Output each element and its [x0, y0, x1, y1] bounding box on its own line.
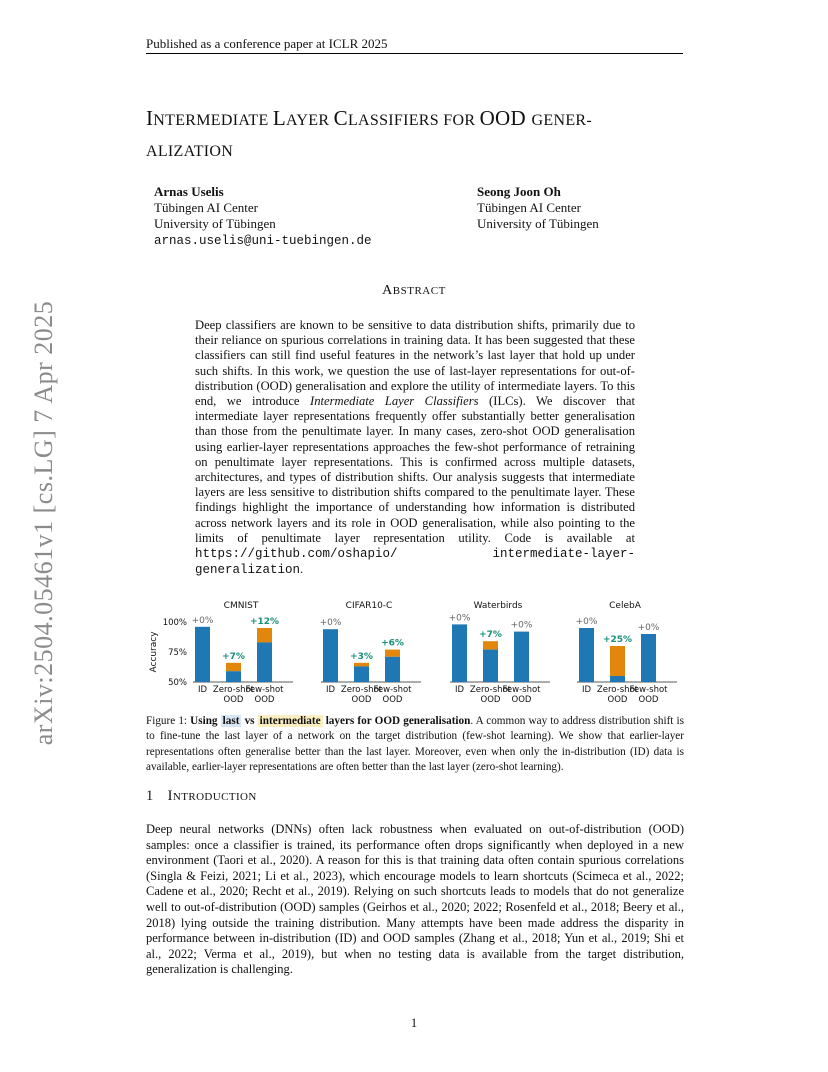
- x-tick-label: OOD: [638, 695, 659, 705]
- abstract-text: [195, 318, 635, 578]
- title-w4: OOD: [479, 106, 532, 130]
- author-1: [154, 184, 372, 249]
- bar-last: [226, 671, 241, 682]
- bar-last: [323, 629, 338, 682]
- bar-intermediate: [257, 628, 272, 642]
- title-w3-rest: LASSIFIERS FOR: [347, 112, 480, 129]
- panel-title: CIFAR10-C: [345, 601, 393, 611]
- abstract-heading-rest: BSTRACT: [392, 285, 446, 297]
- bar-intermediate: [610, 646, 625, 676]
- x-tick-label: Zero-shot: [596, 685, 639, 695]
- intro-paragraph: Deep neural networks (DNNs) often lack robustness when evaluated on out-of-distribution (OOD) samples: once a classifier is trained, its performance often drops significantly when deployed in a new environment (Taori et al., 2020). A reason for this is that training data often contain spurious correlations (Singla & Feizi, 2021; Li et al., 2023), which encourage models to learn shortcuts (Scimeca et al., 2022; Cadene et al., 2020; Recht et al., 2019). Relying on such shortcuts leads to models that do not generalize well to out-of-distribution (OOD) samples (Geirhos et al., 2020; 2022; Rosenfeld et al., 2018; Beery et al., 2018) lying outside the training distribution. Many attempts have been made address the disparity in performance between in-distribution (ID) and OOD samples (Zhang et al., 2018; Yun et al., 2019; Shi et al., 2022; Verma et al., 2019), but when no testing data is available from the target distribution, generalization is challenging.: [146, 822, 684, 977]
- y-tick-label: 50%: [168, 678, 187, 688]
- x-tick-label: Few-shot: [245, 685, 284, 695]
- caption-bold-2: layers for OOD generalisation: [322, 715, 471, 727]
- bar-last: [579, 628, 594, 682]
- bar-last: [514, 632, 529, 682]
- x-tick-label: Few-shot: [629, 685, 668, 695]
- section-rest: NTRODUCTION: [172, 791, 257, 803]
- bar-last: [452, 624, 467, 682]
- author-1-name: Arnas Uselis: [154, 184, 224, 199]
- header-rule: [146, 53, 683, 54]
- author-1-affil2: University of Tübingen: [154, 216, 276, 231]
- abstract-heading: [0, 283, 828, 299]
- panel-title: CelebA: [609, 601, 641, 611]
- x-tick-label: OOD: [480, 695, 501, 705]
- title-l1: I: [146, 106, 154, 130]
- author-2-name: Seong Joon Oh: [477, 184, 561, 199]
- author-2: [477, 184, 599, 232]
- caption-intermediate: intermediate: [259, 715, 321, 727]
- code-url-1[interactable]: https://github.com/oshapio/: [195, 547, 398, 562]
- figure-caption: [146, 714, 684, 776]
- title-w5: GENER-: [531, 112, 593, 129]
- bar-intermediate: [226, 663, 241, 671]
- x-tick-label: Few-shot: [373, 685, 412, 695]
- improvement-label: +0%: [637, 623, 660, 633]
- abstract-heading-first: A: [382, 283, 393, 298]
- improvement-label: +0%: [448, 613, 471, 624]
- improvement-label: +7%: [222, 651, 245, 662]
- title-line2: ALIZATION: [146, 143, 234, 160]
- x-tick-label: OOD: [254, 695, 275, 705]
- x-tick-label: ID: [454, 685, 465, 695]
- caption-bold-1: Using: [190, 715, 221, 727]
- code-url-2[interactable]: intermediate-layer-generalization: [195, 547, 635, 578]
- x-tick-label: Zero-shot: [469, 685, 512, 695]
- bar-last: [610, 676, 625, 682]
- x-tick-label: OOD: [351, 695, 372, 705]
- page-number: 1: [410, 1016, 418, 1030]
- figure-1-chart: [145, 595, 690, 707]
- title-w2-rest: AYER: [286, 112, 334, 129]
- x-tick-label: ID: [581, 685, 592, 695]
- bar-intermediate: [354, 663, 369, 667]
- improvement-label: +0%: [319, 618, 342, 629]
- caption-vs: vs: [241, 715, 258, 727]
- caption-fig: Figure 1:: [146, 715, 191, 727]
- bar-last: [641, 634, 656, 682]
- bar-last: [385, 657, 400, 682]
- x-tick-label: ID: [197, 685, 208, 695]
- panel-title: CMNIST: [223, 601, 259, 611]
- paper-title: [146, 104, 706, 166]
- caption-rest: . A common way to address distribution shift is to fine-tune the last layer of a network on the target distribution (few-shot learning). We show that earlier-layer representations often generalise better than the last layer. Moreover, even when only the in-distribution (ID) data is available, earlier-layer representations are often better than the last layer (zero-shot learning).: [146, 715, 684, 774]
- improvement-label: +0%: [575, 617, 598, 627]
- improvement-label: +7%: [479, 630, 502, 641]
- abstract-end: .: [300, 562, 304, 577]
- bar-intermediate: [385, 650, 400, 657]
- author-2-affil1: Tübingen AI Center: [477, 200, 581, 215]
- bar-last: [257, 642, 272, 682]
- bar-intermediate: [483, 641, 498, 649]
- x-tick-label: OOD: [223, 695, 244, 705]
- section-heading: [146, 788, 257, 805]
- improvement-label: +3%: [350, 651, 373, 662]
- caption-last: last: [222, 715, 240, 727]
- improvement-label: +6%: [381, 638, 404, 649]
- abstract-ilc: Intermediate Layer Classifiers: [310, 394, 479, 409]
- abstract-p2: (ILCs). We discover that intermediate layer representations frequently offer substantially better generalisation than those from the penultimate layer. In many cases, zero-shot OOD generalisation using earlier-layer representations approaches the few-shot performance of retraining on penultimate layer representations. This is confirmed across multiple datasets, architectures, and types of distribution shifts. Our analysis suggests that intermediate layers are less sensitive to distribution shifts compared to the penultimate layer. These findings highlight the importance of understanding how information is distributed across network layers and its role in OOD generalisation, while also pointing to the limits of penultimate layer representation utility. Code is available at: [195, 394, 635, 545]
- title-w3: C: [333, 106, 348, 130]
- bar-last: [195, 627, 210, 682]
- x-tick-label: OOD: [607, 695, 628, 705]
- section-first: I: [167, 788, 173, 804]
- x-tick-label: OOD: [511, 695, 532, 705]
- y-axis-label: Accuracy: [149, 631, 159, 673]
- running-header: Published as a conference paper at ICLR 2025: [146, 36, 388, 51]
- y-tick-label: 75%: [168, 648, 187, 658]
- y-tick-label: 100%: [162, 618, 187, 628]
- author-2-affil2: University of Tübingen: [477, 216, 599, 231]
- x-tick-label: ID: [325, 685, 336, 695]
- title-w2: L: [272, 106, 287, 130]
- x-tick-label: Zero-shot: [212, 685, 255, 695]
- author-1-affil1: Tübingen AI Center: [154, 200, 258, 215]
- title-l1-rest: NTERMEDIATE: [153, 112, 273, 129]
- bar-last: [354, 666, 369, 682]
- improvement-label: +0%: [191, 615, 214, 626]
- panel-title: Waterbirds: [473, 601, 523, 611]
- improvement-label: +0%: [510, 620, 533, 631]
- improvement-label: +25%: [602, 635, 633, 645]
- arxiv-stamp: arXiv:2504.05461v1 [cs.LG] 7 Apr 2025: [29, 300, 58, 746]
- x-tick-label: Few-shot: [502, 685, 541, 695]
- abstract-p1: Deep classifiers are known to be sensitive to data distribution shifts, primarily due to their reliance on spurious correlations in training data. It has been suggested that these classifiers can still find useful features in the network’s last layer that hold up under such shifts. In this work, we question the use of last-layer representations for out-of-distribution (OOD) generalisation and explore the utility of intermediate layers. To this end, we introduce: [195, 318, 635, 409]
- section-number: 1: [146, 788, 154, 804]
- x-tick-label: OOD: [382, 695, 403, 705]
- improvement-label: +12%: [249, 617, 280, 627]
- x-tick-label: Zero-shot: [340, 685, 383, 695]
- author-1-email: arnas.uselis@uni-tuebingen.de: [154, 234, 372, 248]
- bar-last: [483, 650, 498, 682]
